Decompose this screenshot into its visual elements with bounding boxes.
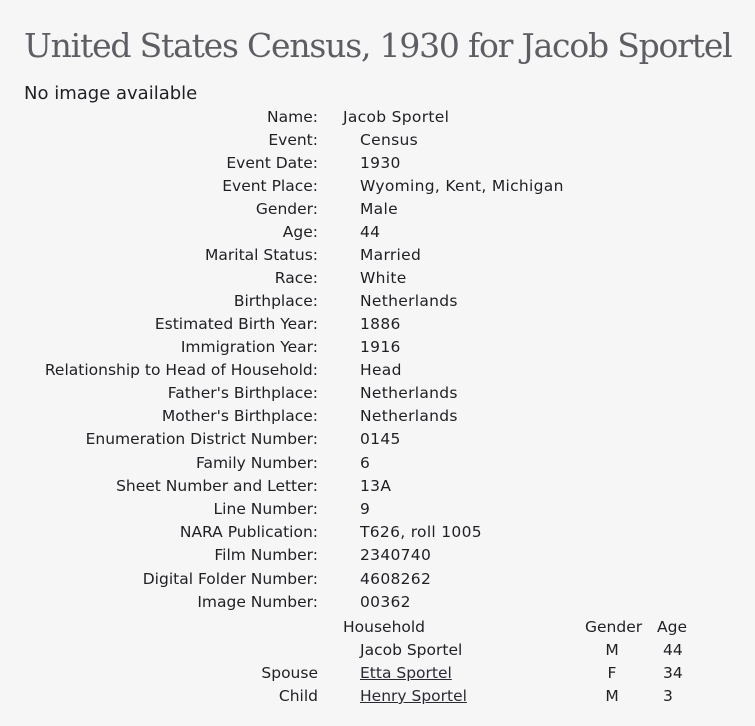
- field-label: Sheet Number and Letter:: [116, 477, 318, 495]
- field-row-race: [0, 269, 755, 292]
- field-row-event-date: [0, 154, 755, 177]
- field-row-immigration-year: [0, 338, 755, 361]
- field-label: Mother's Birthplace:: [161, 407, 318, 425]
- field-row-birth-year: [0, 315, 755, 338]
- household-header: Household: [343, 618, 426, 636]
- member-gender: M: [605, 641, 619, 659]
- field-row-name: [0, 108, 755, 131]
- field-value: 6: [360, 454, 371, 472]
- field-value: Jacob Sportel: [343, 108, 450, 126]
- household-row: [0, 641, 755, 664]
- field-label: Gender:: [255, 200, 318, 218]
- field-value: 13A: [360, 477, 392, 495]
- member-relation: Spouse: [261, 664, 318, 682]
- field-value: 0145: [360, 430, 401, 448]
- member-name-link[interactable]: Etta Sportel: [360, 664, 452, 682]
- field-value: 44: [360, 223, 381, 241]
- field-label: Birthplace:: [233, 292, 318, 310]
- member-age: 44: [663, 641, 683, 659]
- member-relation: Child: [278, 687, 318, 705]
- field-label: NARA Publication:: [179, 523, 318, 541]
- field-row-family-number: [0, 454, 755, 477]
- field-value: 1916: [360, 338, 401, 356]
- member-gender: M: [605, 687, 619, 705]
- household-row: [0, 687, 755, 710]
- field-row-age: [0, 223, 755, 246]
- field-row-line-number: [0, 500, 755, 523]
- field-value: Head: [360, 361, 402, 379]
- field-row-mother-birthplace: [0, 407, 755, 430]
- field-row-relationship: [0, 361, 755, 384]
- field-row-event-place: [0, 177, 755, 200]
- field-label: Event Date:: [226, 154, 318, 172]
- field-row-image-number: [0, 593, 755, 616]
- field-label: Line Number:: [213, 500, 318, 518]
- household-row: [0, 664, 755, 687]
- field-value: Census: [360, 131, 418, 149]
- member-age: 34: [663, 664, 683, 682]
- field-value: Wyoming, Kent, Michigan: [360, 177, 564, 195]
- field-row-marital-status: [0, 246, 755, 269]
- field-label: Enumeration District Number:: [85, 430, 318, 448]
- field-row-digital-folder: [0, 570, 755, 593]
- field-row-birthplace: [0, 292, 755, 315]
- field-value: White: [360, 269, 407, 287]
- field-label: Event:: [268, 131, 318, 149]
- field-label: Digital Folder Number:: [142, 570, 318, 588]
- field-label: Immigration Year:: [180, 338, 318, 356]
- field-value: 1886: [360, 315, 401, 333]
- field-label: Father's Birthplace:: [167, 384, 318, 402]
- field-label: Relationship to Head of Household:: [44, 361, 318, 379]
- field-value: Netherlands: [360, 407, 458, 425]
- field-value: Male: [360, 200, 398, 218]
- field-value: Married: [360, 246, 422, 264]
- field-label: Name:: [267, 108, 318, 126]
- field-row-gender: [0, 200, 755, 223]
- field-row-event: [0, 131, 755, 154]
- field-label: Marital Status:: [205, 246, 318, 264]
- member-gender: F: [607, 664, 617, 682]
- field-row-enumeration-district: [0, 430, 755, 453]
- field-row-father-birthplace: [0, 384, 755, 407]
- field-row-nara-publication: [0, 523, 755, 546]
- field-label: Age:: [282, 223, 318, 241]
- field-value: Netherlands: [360, 384, 458, 402]
- field-value: T626, roll 1005: [360, 523, 482, 541]
- gender-header: Gender: [585, 618, 643, 636]
- field-value: 00362: [360, 593, 411, 611]
- member-age: 3: [663, 687, 673, 705]
- field-label: Image Number:: [197, 593, 318, 611]
- field-label: Family Number:: [195, 454, 318, 472]
- field-label: Estimated Birth Year:: [154, 315, 318, 333]
- member-name: Jacob Sportel: [360, 641, 463, 659]
- field-label: Race:: [274, 269, 318, 287]
- age-header: Age: [657, 618, 687, 636]
- field-label: Film Number:: [214, 546, 318, 564]
- field-row-film-number: [0, 546, 755, 569]
- member-name-link[interactable]: Henry Sportel: [360, 687, 467, 705]
- field-value: 9: [360, 500, 371, 518]
- field-value: 1930: [360, 154, 401, 172]
- field-value: Netherlands: [360, 292, 458, 310]
- field-value: 4608262: [360, 570, 432, 588]
- field-value: 2340740: [360, 546, 432, 564]
- field-row-sheet-number: [0, 477, 755, 500]
- field-label: Event Place:: [222, 177, 318, 195]
- page-title: United States Census, 1930 for Jacob Sportel: [24, 26, 732, 65]
- no-image-notice: No image available: [24, 83, 198, 104]
